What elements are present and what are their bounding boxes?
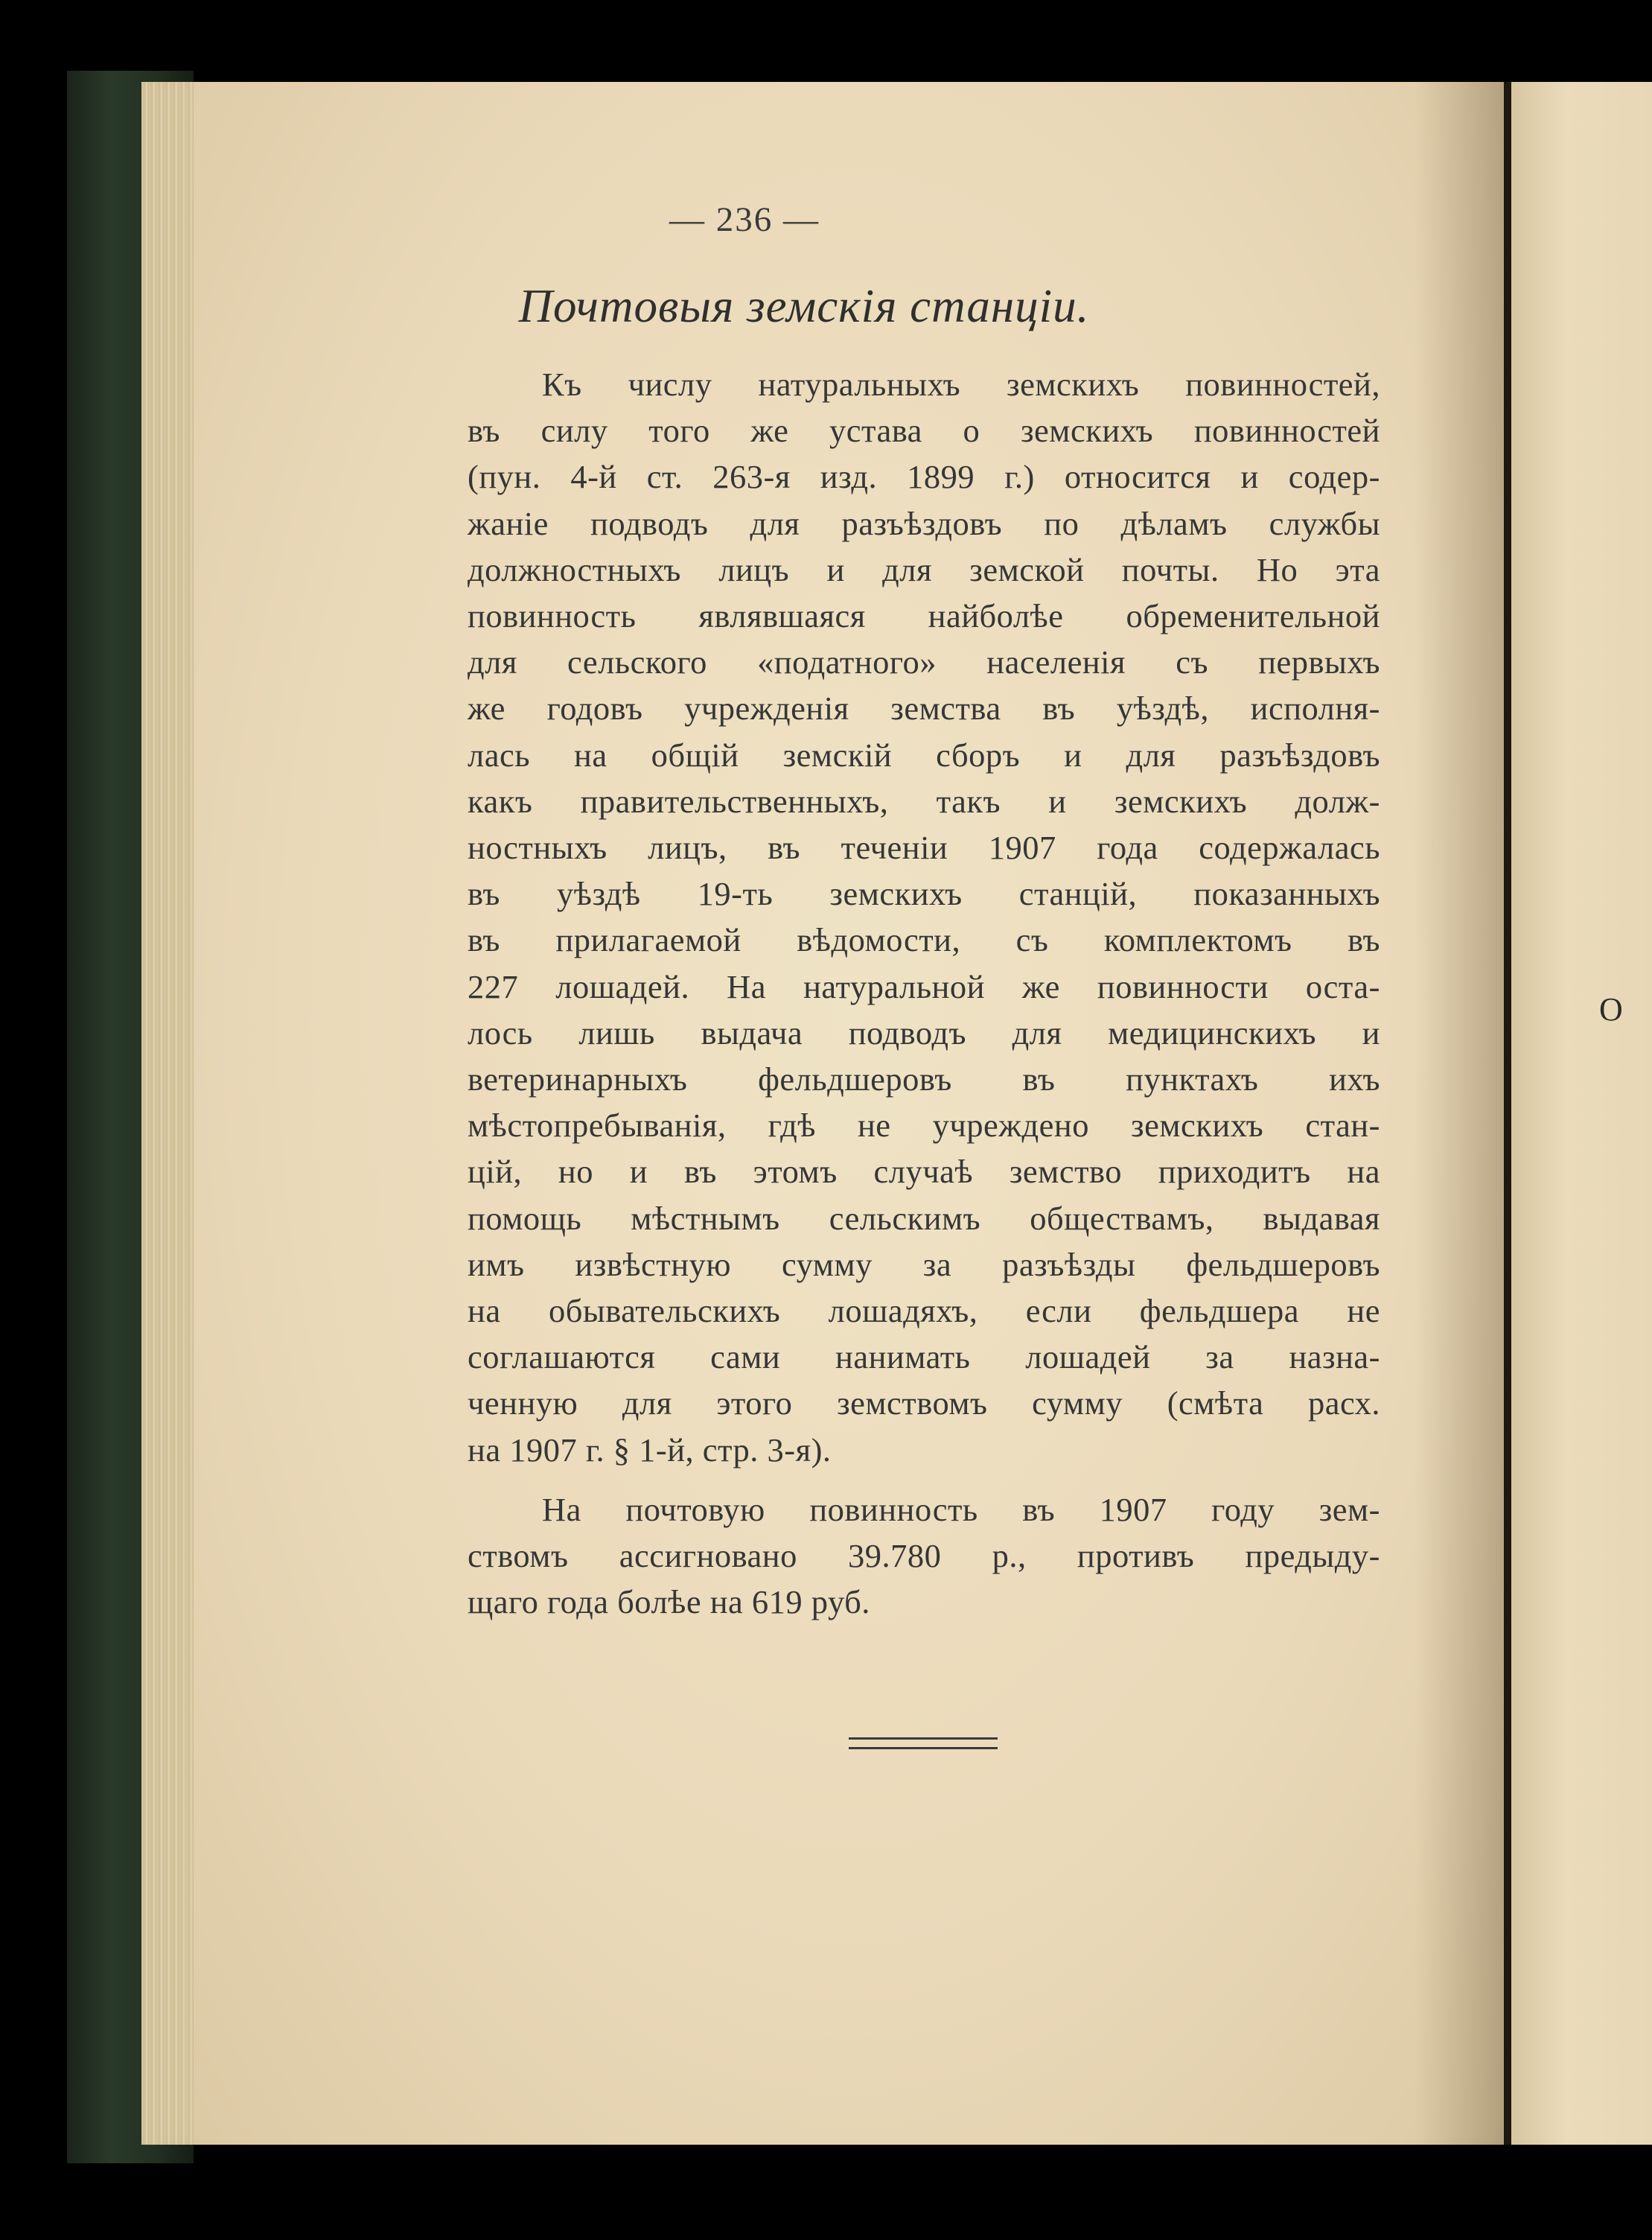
text-line: ствомъ ассигновано 39.780 р., противъ предыду- xyxy=(468,1537,1380,1575)
section-end-rule xyxy=(849,1737,998,1749)
next-page-edge xyxy=(1511,82,1652,2145)
text-line: щаго года болѣе на 619 руб. xyxy=(468,1583,870,1621)
text-line: жаніе подводъ для разъѣздовъ по дѣламъ службы xyxy=(468,504,1380,542)
section-title: Почтовыя земскія станціи. xyxy=(518,280,1090,332)
text-line: же годовъ учрежденія земства въ уѣздѣ, исполня- xyxy=(468,690,1380,728)
text-line: на 1907 г. § 1-й, стр. 3-я). xyxy=(468,1431,832,1469)
text-line: мѣстопребыванія, гдѣ не учреждено земскихъ стан- xyxy=(468,1107,1380,1145)
text-line: въ уѣздѣ 19-ть земскихъ станцій, показанныхъ xyxy=(468,875,1380,913)
page-number: — 236 — xyxy=(669,200,820,239)
text-line: какъ правительственныхъ, такъ и земскихъ долж- xyxy=(468,782,1380,820)
text-line: На почтовую повинность въ 1907 году зем- xyxy=(542,1491,1380,1528)
paragraph-1 xyxy=(468,361,1380,1473)
text-line: ветеринарныхъ фельдшеровъ въ пунктахъ ихъ xyxy=(468,1060,1380,1098)
paragraph-2 xyxy=(468,1486,1380,1626)
text-line: цій, но и въ этомъ случаѣ земство приходитъ на xyxy=(468,1153,1380,1191)
text-line: имъ извѣстную сумму за разъѣзды фельдшеровъ xyxy=(468,1245,1380,1283)
text-line: лась на общій земскій сборъ и для разъѣздовъ xyxy=(468,736,1380,774)
text-line: въ прилагаемой вѣдомости, съ комплектомъ въ xyxy=(468,921,1380,959)
text-line: Къ числу натуральныхъ земскихъ повинностей, xyxy=(542,366,1380,403)
text-line: помощь мѣстнымъ сельскимъ обществамъ, выдавая xyxy=(468,1199,1380,1237)
text-line: повинность являвшаяся найболѣе обременительной xyxy=(468,597,1380,635)
text-line: на обывательскихъ лошадяхъ, если фельдшера не xyxy=(468,1292,1380,1330)
next-page-letter: О xyxy=(1599,991,1623,1028)
gutter-shadow xyxy=(1415,82,1511,2145)
text-line: ностныхъ лицъ, въ теченіи 1907 года содержалась xyxy=(468,829,1380,867)
text-line: для сельского «податного» населенія съ первыхъ xyxy=(468,643,1380,681)
text-line: лось лишь выдача подводъ для медицинскихъ и xyxy=(468,1014,1380,1051)
text-line: ченную для этого земствомъ сумму (смѣта расх. xyxy=(468,1384,1380,1422)
text-line: (пун. 4-й ст. 263-я изд. 1899 г.) относится и содер- xyxy=(468,458,1380,496)
text-line: въ силу того же устава о земскихъ повинностей xyxy=(468,412,1380,450)
text-line: 227 лошадей. На натуральной же повинности оста- xyxy=(468,967,1380,1005)
text-line: соглашаются сами нанимать лошадей за назна- xyxy=(468,1338,1380,1376)
text-line: должностныхъ лицъ и для земской почты. Но эта xyxy=(468,550,1380,588)
